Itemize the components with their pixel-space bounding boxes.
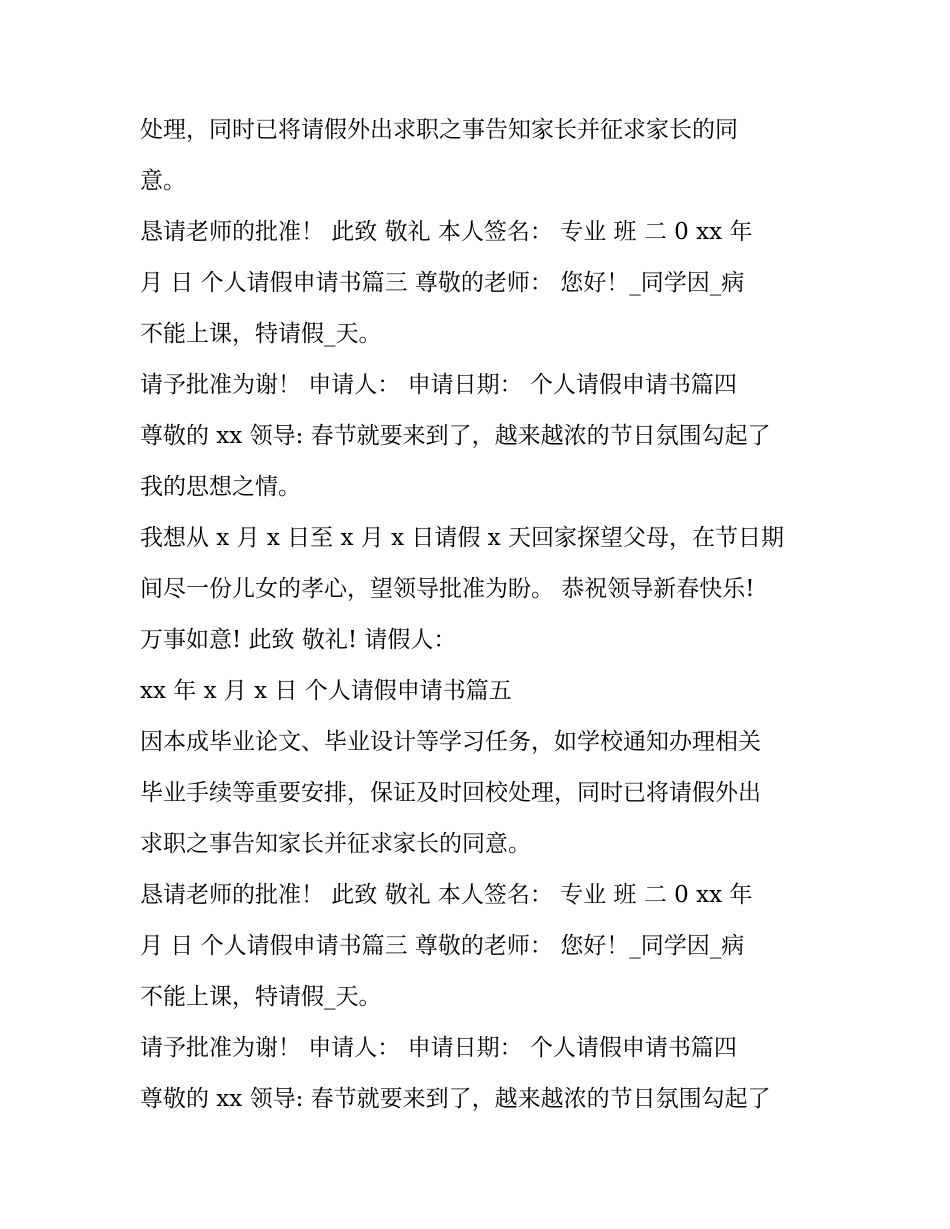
text-line-17: 月 日 个人请假申请书篇三 尊敬的老师： 您好！_同学因_病 <box>140 933 745 959</box>
body-text <box>140 105 830 1125</box>
text-line-1: 处理，同时已将请假外出求职之事告知家长并征求家长的同 <box>140 117 738 143</box>
text-line-16: 恳请老师的批准！ 此致 敬礼 本人签名： 专业 班 二 0 xx 年 <box>140 882 753 908</box>
text-line-4: 月 日 个人请假申请书篇三 尊敬的老师： 您好！_同学因_病 <box>140 270 745 296</box>
text-line-5: 不能上课，特请假_天。 <box>140 321 382 347</box>
text-line-7: 尊敬的 xx 领导: 春节就要来到了，越来越浓的节日氛围勾起了 <box>140 423 771 449</box>
text-line-9: 我想从 x 月 x 日至 x 月 x 日请假 x 天回家探望父母，在节日期 <box>140 525 784 551</box>
text-line-10: 间尽一份儿女的孝心，望领导批准为盼。 恭祝领导新春快乐! <box>140 576 755 602</box>
text-line-15: 求职之事告知家长并征求家长的同意。 <box>140 831 531 857</box>
text-line-6: 请予批准为谢！ 申请人： 申请日期： 个人请假申请书篇四 <box>140 372 737 398</box>
text-line-13: 因本成毕业论文、毕业设计等学习任务，如学校通知办理相关 <box>140 729 761 755</box>
text-line-19: 请予批准为谢！ 申请人： 申请日期： 个人请假申请书篇四 <box>140 1035 737 1061</box>
text-line-20: 尊敬的 xx 领导: 春节就要来到了，越来越浓的节日氛围勾起了 <box>140 1086 771 1112</box>
text-line-12: xx 年 x 月 x 日 个人请假申请书篇五 <box>140 678 512 704</box>
text-line-14: 毕业手续等重要安排，保证及时回校处理，同时已将请假外出 <box>140 780 761 806</box>
text-line-3: 恳请老师的批准！ 此致 敬礼 本人签名： 专业 班 二 0 xx 年 <box>140 219 753 245</box>
text-line-18: 不能上课，特请假_天。 <box>140 984 382 1010</box>
text-line-8: 我的思想之情。 <box>140 474 301 500</box>
text-line-2: 意。 <box>140 168 186 194</box>
text-line-11: 万事如意! 此致 敬礼! 请假人： <box>140 627 457 653</box>
